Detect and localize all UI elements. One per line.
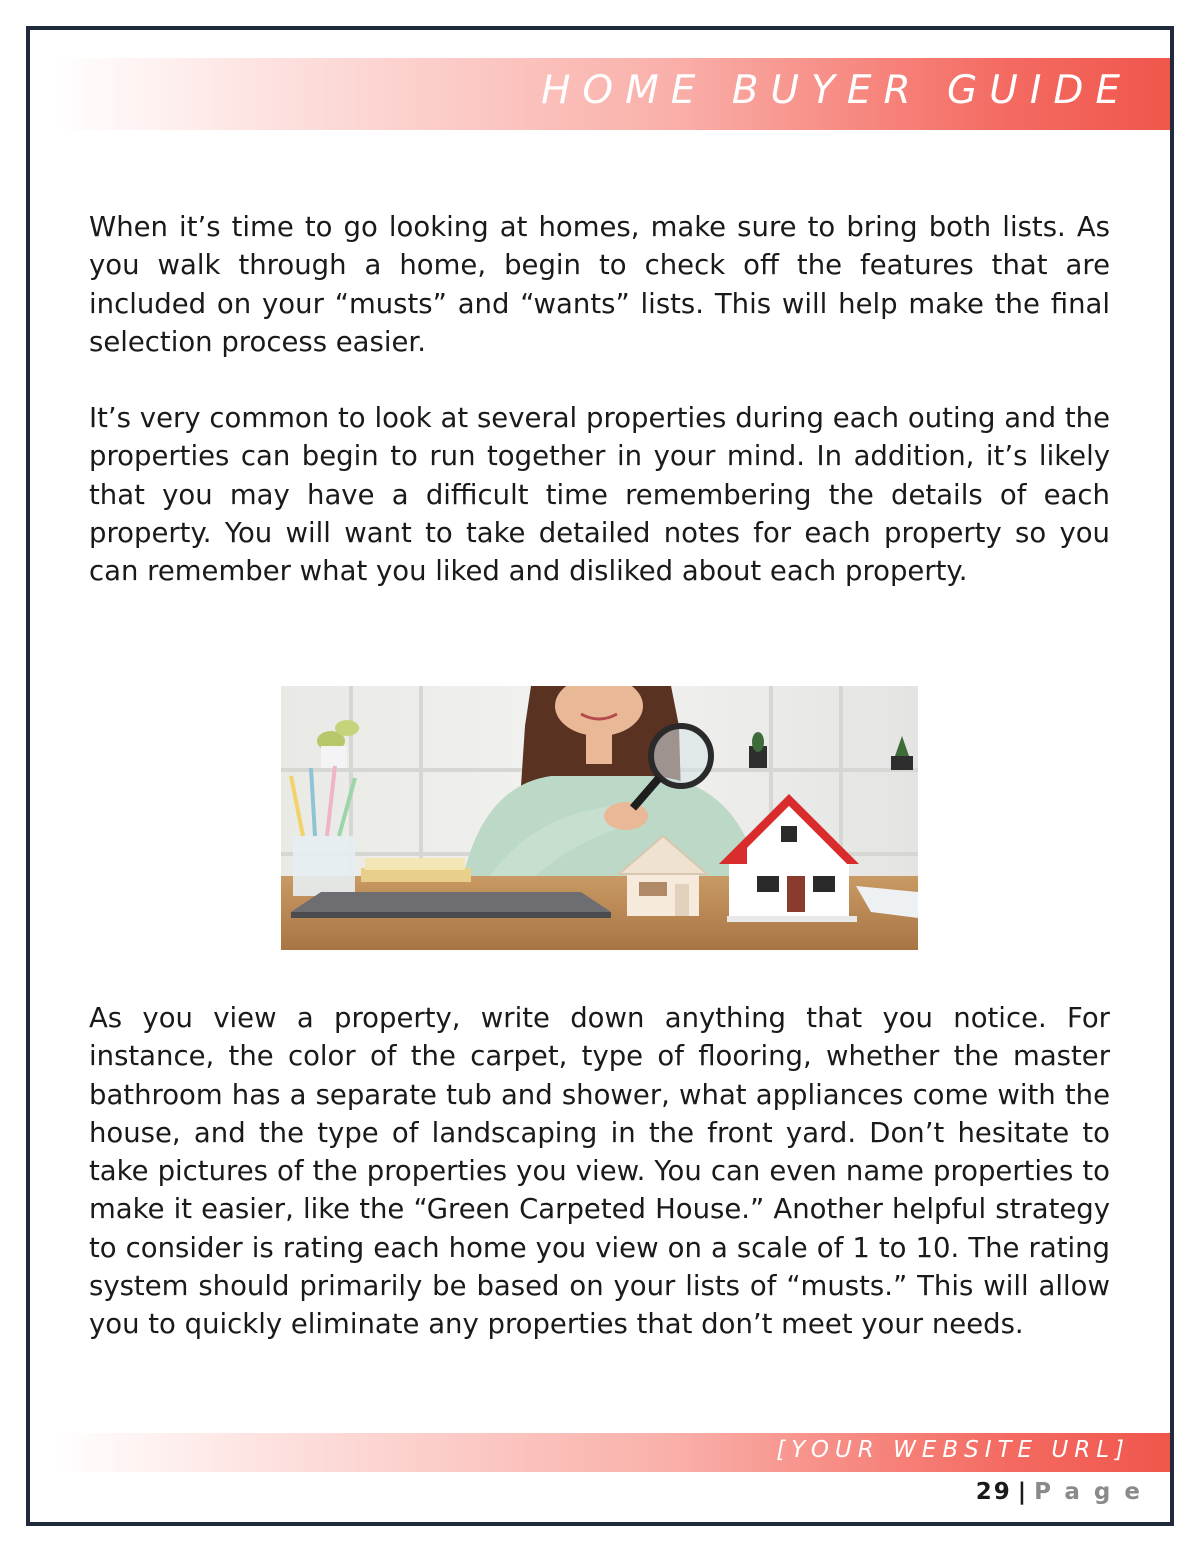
page-number-label: [976, 1479, 1154, 1505]
body-paragraph: It’s very common to look at several properties during each outing and the properties can begin to run together in your mind. In addition, it’s likely that you may have a difficult time remembering the details of each property. You will want to take detailed notes for each property so you can remember what you liked and disliked about each property.: [89, 402, 1110, 588]
photo-woman-magnifying-glass-houses: [281, 686, 918, 950]
footer-banner: [56, 1433, 1170, 1472]
page-separator: |: [1017, 1479, 1027, 1505]
page-number: 29: [975, 1479, 1012, 1505]
body-paragraph: As you view a property, write down anything that you notice. For instance, the color of the carpet, type of flooring, whether the master bathroom has a separate tub and shower, what appliances come with the house, and the type of landscaping in the front yard. Don’t hesitate to take pictures of the properties you view. You can even name properties to make it easier, like the “Green Carpeted House.” Another helpful strategy to consider is rating each home you view on a scale of 1 to 10. The rating system should primarily be based on your lists of “musts.” This will allow you to quickly eliminate any properties that don’t meet your needs.: [89, 1002, 1110, 1341]
header-title: HOME BUYER GUIDE: [541, 68, 1132, 113]
website-url[interactable]: [YOUR WEBSITE URL]: [776, 1437, 1130, 1463]
page-word: Page: [1034, 1479, 1154, 1505]
header-banner: [56, 58, 1170, 130]
body-paragraph: When it’s time to go looking at homes, make sure to bring both lists. As you walk through a home, begin to check off the features that are included on your “musts” and “wants” lists. This will help make the final selection process easier.: [89, 211, 1110, 358]
